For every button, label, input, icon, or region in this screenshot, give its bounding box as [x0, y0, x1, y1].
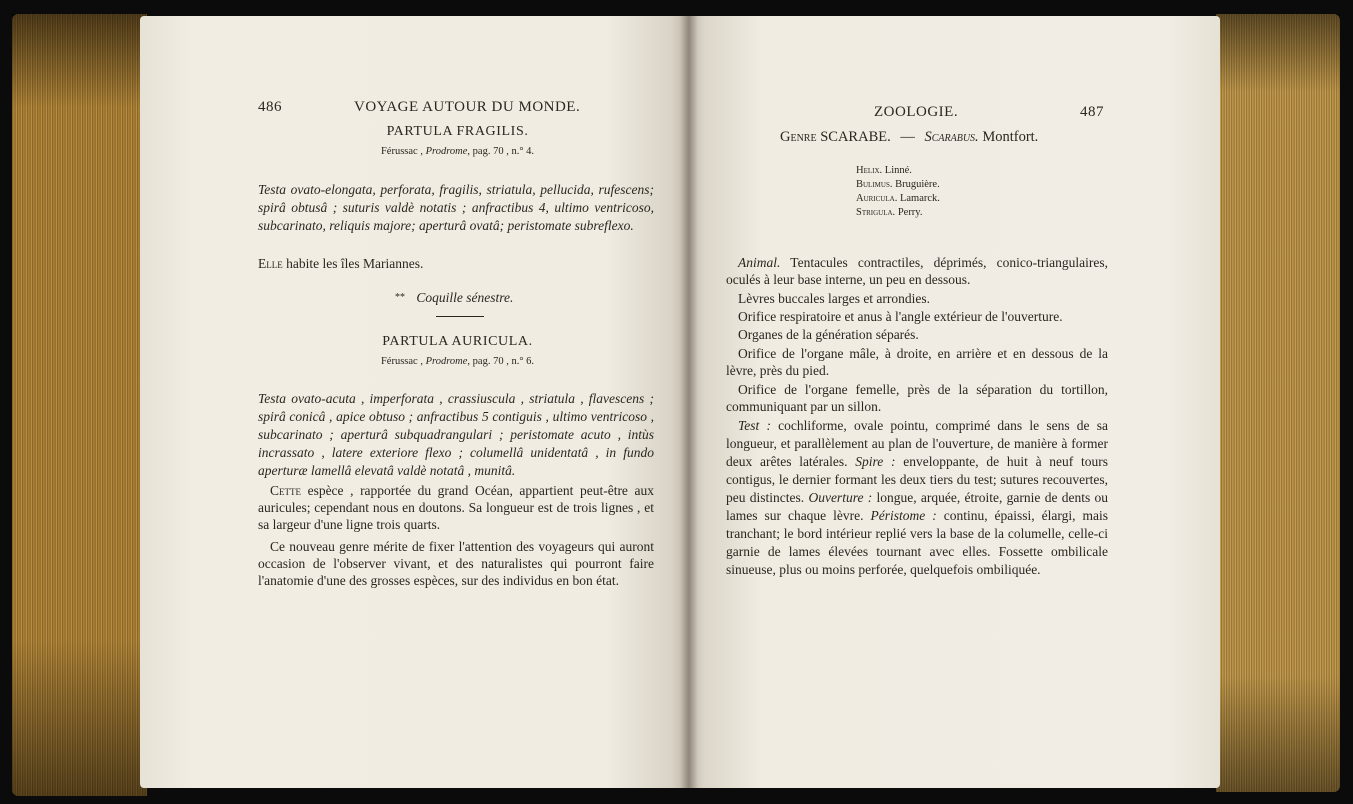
page-edges-left — [12, 14, 147, 796]
ouverture-label: Ouverture : — [808, 490, 873, 505]
species-reference-auricula — [255, 356, 660, 367]
ref-page: , pag. 70 , n.° 4. — [467, 146, 535, 157]
paragraph-cette-espece — [258, 482, 654, 533]
page-edges-right — [1216, 14, 1340, 792]
shell-description — [726, 417, 1108, 579]
habitat-text: habite les îles Mariannes. — [282, 256, 424, 271]
left-page-number: 486 — [258, 99, 282, 115]
section-label: Coquille sénestre. — [416, 290, 514, 305]
ref-work: Prodrome — [425, 146, 468, 157]
species-reference-fragilis — [255, 146, 660, 157]
ref-author: Férussac , — [380, 146, 423, 157]
feature-line: Orifice de l'organe mâle, à droite, en arrière et en dessous de la lèvre, près du pied. — [726, 346, 1108, 378]
paragraph-lead: Cette — [270, 483, 301, 498]
left-running-head: VOYAGE AUTOUR DU MONDE. — [354, 99, 581, 115]
paragraph-nouveau-genre: Ce nouveau genre mérite de fixer l'attention des voyageurs qui auront occasion de l'observer vivant, et des naturalistes qui pourront faire l'anatomie d'une des grosses espèces, sur des individus en bon état. — [258, 539, 654, 588]
genus-dash: — — [900, 129, 915, 145]
species-title-auricula: PARTULA AURICULA. — [382, 334, 533, 349]
section-heading — [395, 290, 595, 306]
ref-work: Prodrome — [425, 356, 468, 367]
habitat-fragilis — [258, 256, 654, 272]
right-running-head: ZOOLOGIE. — [874, 104, 959, 120]
ref-page: , pag. 70 , n.° 6. — [467, 356, 535, 367]
synonym-item: Strigula. Perry. — [856, 207, 923, 218]
peristome-text: continu, épaissi, élargi, mais tranchant; le bord intérieur replié vers la base de la columelle, celle-ci garnie de lames élevées tournant avec elles. Fossette ombilicale sinueuse, plus ou moins perforée, quelquefois ombiliquée. — [726, 508, 1108, 577]
section-divider — [436, 316, 484, 317]
right-page — [688, 16, 1220, 788]
section-mark: ** — [395, 292, 405, 303]
synonym-item: Bulimus. Bruguière. — [856, 179, 940, 190]
feature-line: Orifice de l'organe femelle, près de la séparation du tortillon, communiquant par un sillon. — [726, 382, 1108, 414]
genus-latin: Scarabus. — [924, 129, 979, 145]
genus-heading — [780, 129, 1180, 145]
description-auricula: Testa ovato-acuta , imperforata , crassiuscula , striatula , flavescens ; spirâ conicâ , apice obtuso ; anfractibus 5 contiguis , ultimo ventricoso , subcarinato ; aperturâ subquadrangulari ; peristomate acuto , intùs incrassato , latere exteriore flexo ; columellâ unidentatâ , in fundo aperturæ lamellâ elevatâ valdè notatâ , munitâ. — [258, 391, 654, 478]
feature-line: Lèvres buccales larges et arrondies. — [738, 291, 931, 306]
ref-author: Férussac , — [380, 356, 423, 367]
test-text: cochliforme, ovale pointu, comprimé dans le sens de sa longueur, et parallèlement au plan de l'ouverture, de manière à former deux arêtes latérales. — [726, 418, 1108, 469]
book-gutter — [680, 16, 698, 788]
synonym-item: Helix. Linné. — [856, 165, 912, 176]
test-label: Test : — [738, 418, 771, 433]
genus-prefix: Genre — [780, 129, 817, 145]
description-fragilis: Testa ovato-elongata, perforata, fragilis, striatula, pellucida, rufescens; spirâ obtusâ ; suturis valdè notatis ; anfractibus 4, ultimo ventricoso, subcarinato, reliquis majore; aperturâ ovatâ; peristomate subreflexo. — [258, 182, 654, 233]
paragraph-text: espèce , rapportée du grand Océan, appartient peut-être aux auricules; cependant nous en doutons. Sa longueur est de trois lignes , et sa largeur d'une ligne trois quarts. — [258, 483, 654, 532]
animal-label: Animal. — [738, 255, 781, 270]
right-page-number: 487 — [1080, 104, 1104, 120]
spire-text: enveloppante, de huit à neuf tours contigus, le dernier formant les deux tiers du test; sutures recouvertes, peu distinctes. — [726, 454, 1109, 505]
synonym-list — [856, 164, 940, 220]
animal-text: Tentacules contractiles, déprimés, conico-triangulaires, oculés à leur base interne, un peu en dessous. — [726, 255, 1108, 287]
spire-label: Spire : — [855, 454, 896, 469]
left-page — [140, 16, 688, 788]
animal-description — [726, 254, 1108, 288]
synonym-item: Auricula. Lamarck. — [856, 193, 940, 204]
feature-line: Orifice respiratoire et anus à l'angle extérieur de l'ouverture. — [738, 309, 1063, 324]
feature-line: Organes de la génération séparés. — [738, 327, 919, 342]
habitat-lead: Elle — [258, 256, 283, 271]
ouverture-text: longue, arquée, étroite, garnie de dents ou lames sur chaque lèvre. — [726, 490, 1108, 523]
peristome-label: Péristome : — [870, 508, 937, 523]
genus-author: Montfort. — [982, 129, 1039, 145]
genus-name: SCARABE. — [820, 129, 891, 145]
species-title-fragilis: PARTULA FRAGILIS. — [386, 124, 529, 139]
